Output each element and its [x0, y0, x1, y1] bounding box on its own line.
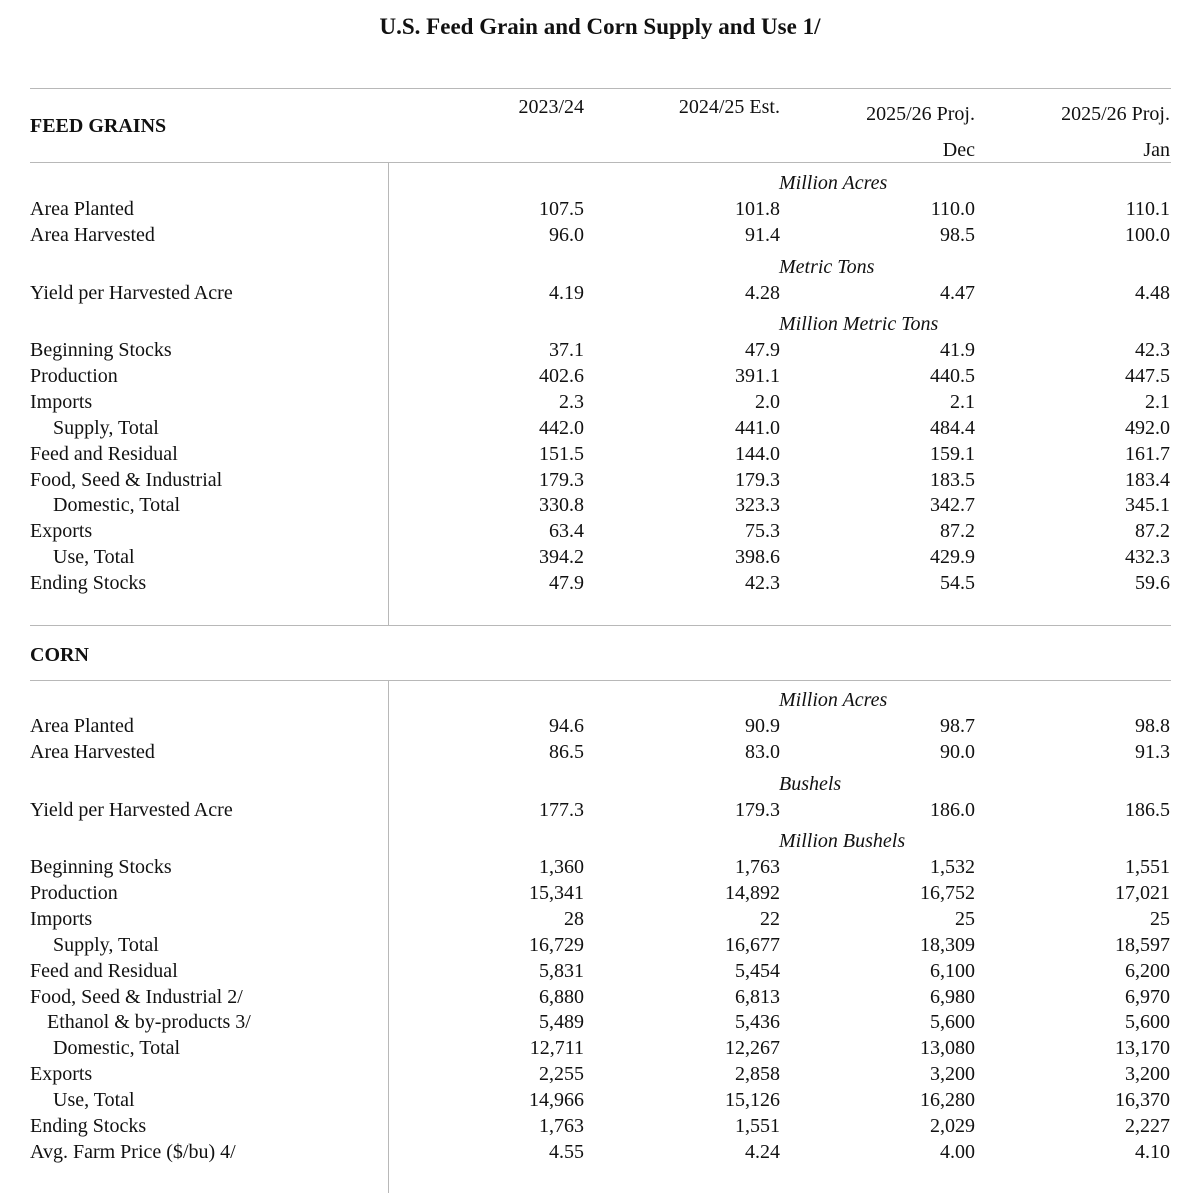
corn-cell: 16,280	[920, 1089, 975, 1112]
feed_grains-row-label: Area Planted	[30, 198, 134, 220]
corn-cell: 6,813	[735, 985, 780, 1008]
corn-header-rule	[30, 680, 1171, 681]
feed_grains-cell: 442.0	[539, 416, 584, 439]
corn-cell: 18,309	[920, 933, 975, 956]
feed_grains-cell: 4.47	[940, 282, 975, 304]
corn-row-label: Feed and Residual	[30, 959, 178, 982]
feed_grains-cell: 42.3	[1135, 339, 1170, 361]
unit-label: Bushels	[779, 773, 842, 795]
corn-cell: 94.6	[549, 715, 584, 737]
corn-cell: 1,551	[735, 1115, 780, 1137]
feed_grains-cell: 432.3	[1125, 546, 1170, 569]
corn-cell: 1,551	[1125, 856, 1170, 878]
corn-cell: 179.3	[735, 799, 780, 821]
corn-cell: 5,436	[735, 1011, 780, 1034]
feed_grains-cell: 101.8	[735, 198, 780, 220]
feed_grains-cell: 323.3	[735, 494, 780, 517]
corn-cell: 5,600	[1125, 1011, 1170, 1034]
corn-cell: 186.5	[1125, 799, 1170, 821]
column-header-2025-26-proj-dec: 2025/26 Proj. Dec	[866, 103, 975, 161]
feed_grains-cell: 107.5	[539, 198, 584, 220]
feed_grains-cell: 59.6	[1135, 572, 1170, 595]
feed_grains-cell: 159.1	[930, 442, 975, 465]
corn-cell: 1,763	[539, 1115, 584, 1137]
unit-label: Million Metric Tons	[779, 313, 939, 335]
corn-cell: 16,752	[920, 881, 975, 904]
corn-cell: 2,255	[539, 1063, 584, 1086]
corn-cell: 25	[955, 907, 975, 930]
corn-cell: 90.9	[745, 715, 780, 737]
corn-cell: 1,360	[539, 856, 584, 878]
corn-cell: 6,970	[1125, 985, 1170, 1008]
corn-row-label: Exports	[30, 1063, 93, 1086]
corn-cell: 186.0	[930, 799, 975, 821]
column-header-2025-26-proj-jan: 2025/26 Proj. Jan	[1061, 103, 1170, 161]
feed_grains-cell: 54.5	[940, 572, 975, 595]
feed_grains-cell: 161.7	[1125, 442, 1170, 465]
page-title: U.S. Feed Grain and Corn Supply and Use 1/	[379, 14, 821, 39]
feed_grains-cell: 429.9	[930, 546, 975, 569]
corn-cell: 25	[1150, 907, 1170, 930]
feed_grains-cell: 394.2	[539, 546, 584, 569]
feed_grains-cell: 484.4	[930, 416, 975, 439]
column-header-2024-25-est: 2024/25 Est.	[678, 96, 780, 118]
feed_grains-cell: 2.1	[1145, 390, 1170, 413]
feed_grains-cell: 87.2	[1135, 520, 1170, 543]
feed_grains-row-label: Exports	[30, 520, 93, 543]
feed-grains-section-title: FEED GRAINS	[30, 115, 167, 137]
corn-row-label: Area Planted	[30, 715, 134, 737]
feed_grains-cell: 75.3	[745, 520, 780, 543]
corn-cell: 17,021	[1115, 881, 1170, 904]
corn-cell: 177.3	[539, 799, 584, 821]
corn-cell: 98.8	[1135, 715, 1170, 737]
corn-cell: 1,532	[930, 856, 975, 878]
feed_grains-cell: 2.1	[950, 390, 975, 413]
corn-cell: 14,892	[725, 881, 780, 904]
corn-row-label: Domestic, Total	[53, 1037, 181, 1060]
corn-cell: 5,454	[735, 959, 780, 982]
corn-cell: 3,200	[930, 1063, 975, 1086]
feed_grains-cell: 183.4	[1125, 468, 1170, 491]
header-top-rule	[30, 88, 1171, 89]
feed_grains-cell: 342.7	[930, 494, 975, 517]
corn-cell: 16,677	[725, 933, 780, 956]
feed-grains-column-divider	[388, 162, 389, 625]
feed_grains-row-label: Ending Stocks	[30, 572, 147, 595]
feed_grains-row-label: Area Harvested	[30, 223, 155, 246]
corn-row-label: Area Harvested	[30, 740, 155, 763]
feed_grains-cell: 4.19	[549, 282, 584, 304]
feed_grains-cell: 441.0	[735, 416, 780, 439]
corn-section-title: CORN	[30, 644, 89, 666]
feed_grains-row-label: Production	[30, 364, 118, 387]
unit-label: Million Acres	[779, 172, 888, 194]
feed_grains-row-label: Use, Total	[53, 546, 135, 569]
corn-cell: 4.55	[549, 1140, 584, 1163]
corn-cell: 16,729	[529, 933, 584, 956]
corn-cell: 15,126	[725, 1089, 780, 1112]
feed_grains-cell: 183.5	[930, 468, 975, 491]
feed_grains-cell: 110.1	[1125, 198, 1170, 220]
corn-row-label: Use, Total	[53, 1089, 135, 1112]
feed_grains-row-label: Supply, Total	[53, 416, 159, 439]
feed_grains-cell: 47.9	[549, 572, 584, 595]
feed_grains-cell: 4.28	[745, 282, 780, 304]
feed_grains-cell: 179.3	[735, 468, 780, 491]
feed_grains-row-label: Beginning Stocks	[30, 339, 172, 361]
corn-row-label: Imports	[30, 907, 93, 930]
corn-cell: 22	[760, 907, 780, 930]
corn-cell: 2,227	[1125, 1115, 1170, 1137]
feed_grains-cell: 87.2	[940, 520, 975, 543]
corn-cell: 12,711	[529, 1037, 584, 1060]
column-header-2023-24: 2023/24	[518, 96, 584, 118]
feed_grains-cell: 42.3	[745, 572, 780, 595]
corn-cell: 16,370	[1115, 1089, 1170, 1112]
corn-cell: 5,489	[539, 1011, 584, 1034]
corn-row-label: Supply, Total	[53, 933, 159, 956]
corn-cell: 2,029	[930, 1115, 975, 1137]
feed_grains-cell: 402.6	[539, 364, 584, 387]
corn-cell: 15,341	[529, 881, 584, 904]
feed_grains-cell: 330.8	[539, 494, 584, 517]
feed_grains-cell: 440.5	[930, 364, 975, 387]
feed_grains-cell: 37.1	[549, 339, 584, 361]
unit-label: Metric Tons	[779, 256, 875, 278]
corn-row-label: Ethanol & by-products 3/	[47, 1011, 251, 1034]
feed_grains-cell: 4.48	[1135, 282, 1170, 304]
corn-cell: 5,831	[539, 959, 584, 982]
corn-row-label: Avg. Farm Price ($/bu) 4/	[30, 1140, 236, 1163]
feed_grains-row-label: Yield per Harvested Acre	[30, 282, 233, 304]
corn-row-label: Yield per Harvested Acre	[30, 799, 233, 821]
corn-cell: 6,200	[1125, 959, 1170, 982]
feed_grains-cell: 492.0	[1125, 416, 1170, 439]
corn-cell: 1,763	[735, 856, 780, 878]
feed_grains-row-label: Domestic, Total	[53, 494, 181, 517]
feed_grains-row-label: Food, Seed & Industrial	[30, 468, 223, 491]
feed_grains-cell: 398.6	[735, 546, 780, 569]
corn-cell: 90.0	[940, 740, 975, 763]
corn-cell: 13,170	[1115, 1037, 1170, 1060]
corn-cell: 3,200	[1125, 1063, 1170, 1086]
feed_grains-cell: 345.1	[1125, 494, 1170, 517]
unit-label: Million Bushels	[779, 830, 906, 852]
unit-label: Million Acres	[779, 689, 888, 711]
feed_grains-cell: 63.4	[549, 520, 584, 543]
corn-cell: 13,080	[920, 1037, 975, 1060]
corn-cell: 28	[564, 907, 584, 930]
feed_grains-cell: 2.3	[559, 390, 584, 413]
corn-row-label: Beginning Stocks	[30, 856, 172, 878]
corn-cell: 91.3	[1135, 740, 1170, 763]
feed_grains-cell: 391.1	[735, 364, 780, 387]
feed_grains-cell: 100.0	[1125, 223, 1170, 246]
feed_grains-cell: 96.0	[549, 223, 584, 246]
feed_grains-cell: 179.3	[539, 468, 584, 491]
corn-cell: 6,980	[930, 985, 975, 1008]
feed_grains-cell: 41.9	[940, 339, 975, 361]
corn-cell: 2,858	[735, 1063, 780, 1086]
feed_grains-cell: 447.5	[1125, 364, 1170, 387]
corn-cell: 14,966	[529, 1089, 584, 1112]
corn-cell: 18,597	[1115, 933, 1170, 956]
corn-cell: 6,100	[930, 959, 975, 982]
feed_grains-cell: 151.5	[539, 442, 584, 465]
corn-column-divider	[388, 680, 389, 1193]
corn-row-label: Ending Stocks	[30, 1115, 147, 1137]
corn-cell: 98.7	[940, 715, 975, 737]
feed_grains-cell: 110.0	[930, 198, 975, 220]
corn-cell: 6,880	[539, 985, 584, 1008]
feed_grains-cell: 144.0	[735, 442, 780, 465]
corn-cell: 4.24	[745, 1140, 780, 1163]
feed_grains-cell: 2.0	[755, 390, 780, 413]
feed_grains-cell: 47.9	[745, 339, 780, 361]
corn-cell: 86.5	[549, 740, 584, 763]
corn-cell: 4.10	[1135, 1140, 1170, 1163]
corn-cell: 4.00	[940, 1140, 975, 1163]
corn-row-label: Food, Seed & Industrial 2/	[30, 985, 243, 1008]
feed_grains-row-label: Imports	[30, 390, 93, 413]
feed_grains-cell: 91.4	[745, 223, 780, 246]
feed_grains-row-label: Feed and Residual	[30, 442, 178, 465]
feed_grains-cell: 98.5	[940, 223, 975, 246]
corn-row-label: Production	[30, 881, 118, 904]
feed-grains-bottom-rule	[30, 625, 1171, 626]
corn-cell: 5,600	[930, 1011, 975, 1034]
corn-cell: 12,267	[725, 1037, 780, 1060]
header-bottom-rule	[30, 162, 1171, 163]
corn-cell: 83.0	[745, 740, 780, 763]
